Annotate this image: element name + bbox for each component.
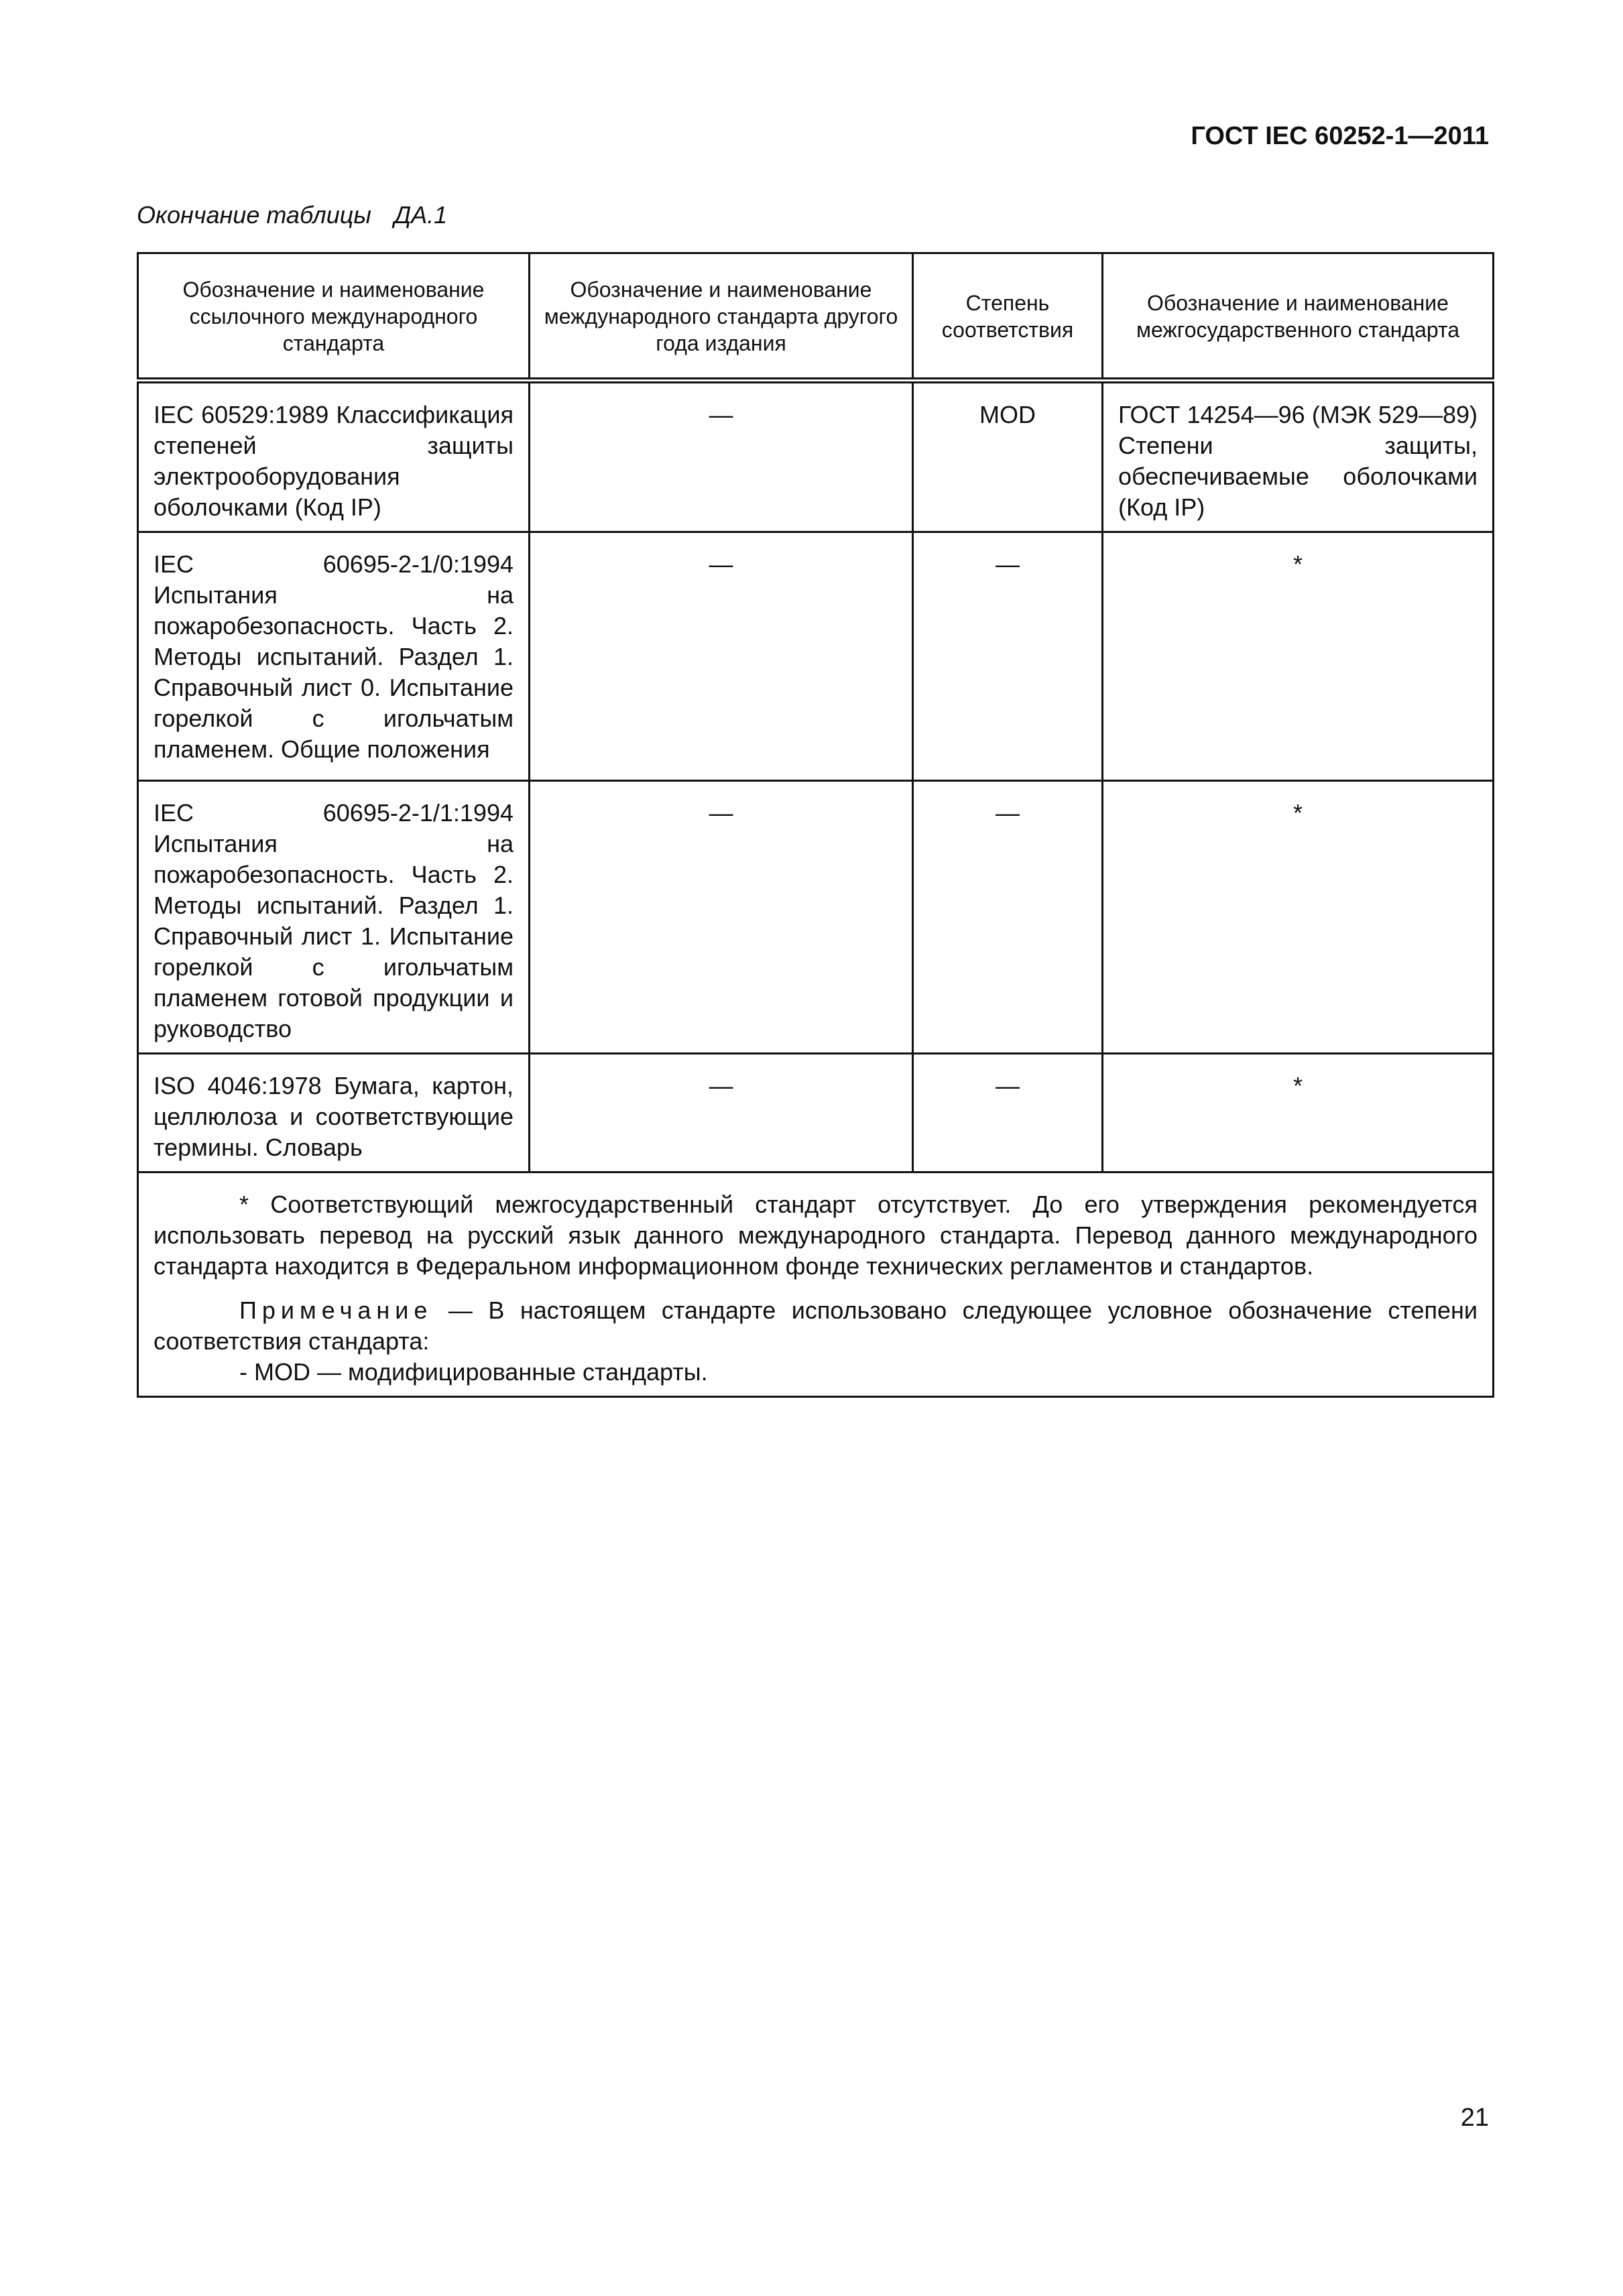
note-text: — В настоящем стандарте использовано следующее условное обозначение степени соответствия стандарта:: [154, 1296, 1478, 1355]
table-row: [138, 1054, 1494, 1172]
cell-degree: —: [913, 1054, 1103, 1172]
cell-interstate-standard: ГОСТ 14254—96 (МЭК 529—89) Степени защиты, обеспечиваемые оболочками (Код IP): [1103, 381, 1494, 532]
cell-other-year-standard: —: [530, 1054, 913, 1172]
page-number: 21: [1460, 2104, 1489, 2132]
cell-reference-standard: IEC 60529:1989 Классификация степеней защиты электрооборудования оболочками (Код IP): [138, 381, 530, 532]
table-row: [138, 781, 1494, 1054]
column-header-degree: Степень соответствия: [913, 253, 1103, 381]
correspondence-table: [137, 252, 1494, 1398]
table-notes: [138, 1172, 1494, 1397]
cell-reference-standard: IEC 60695-2-1/1:1994 Испытания на пожаробезопасность. Часть 2. Методы испытаний. Раздел 1. Справочный лист 1. Испытание горелкой с игольчатым пламенем готовой продукции и руководство: [138, 781, 530, 1054]
cell-degree: —: [913, 532, 1103, 781]
note-item: - MOD — модифицированные стандарты.: [239, 1358, 708, 1386]
table-caption: [137, 201, 447, 229]
table-row: [138, 381, 1494, 532]
cell-other-year-standard: —: [530, 381, 913, 532]
column-header-reference-standard: Обозначение и наименование ссылочного международного стандарта: [138, 253, 530, 381]
cell-interstate-standard: *: [1103, 781, 1494, 1054]
table-row: [138, 532, 1494, 781]
table-header-row: [138, 253, 1494, 381]
caption-prefix: Окончание таблицы: [137, 201, 371, 229]
cell-other-year-standard: —: [530, 532, 913, 781]
cell-reference-standard: IEC 60695-2-1/0:1994 Испытания на пожаробезопасность. Часть 2. Методы испытаний. Раздел 1. Справочный лист 0. Испытание горелкой с игольчатым пламенем. Общие положения: [138, 532, 530, 781]
document-code-header: ГОСТ IEC 60252-1—2011: [1191, 122, 1489, 150]
cell-degree: MOD: [913, 381, 1103, 532]
column-header-other-year-standard: Обозначение и наименование международного стандарта другого года издания: [530, 253, 913, 381]
column-header-interstate-standard: Обозначение и наименование межгосударственного стандарта: [1103, 253, 1494, 381]
caption-table-id: ДА.1: [394, 201, 448, 229]
cell-reference-standard: ISO 4046:1978 Бумага, картон, целлюлоза и соответствующие термины. Словарь: [138, 1054, 530, 1172]
cell-degree: —: [913, 781, 1103, 1054]
cell-interstate-standard: *: [1103, 532, 1494, 781]
note-label: Примечание: [239, 1296, 433, 1324]
table-notes-row: [138, 1172, 1494, 1397]
note-paragraph: [154, 1295, 1478, 1357]
footnote-text: * Соответствующий межгосударственный стандарт отсутствует. До его утверждения рекомендуется использовать перевод на русский язык данного международного стандарта. Перевод данного международного стандарта находится в Федеральном информационном фонде технических регламентов и стандартов.: [154, 1191, 1478, 1280]
cell-other-year-standard: —: [530, 781, 913, 1054]
cell-interstate-standard: *: [1103, 1054, 1494, 1172]
